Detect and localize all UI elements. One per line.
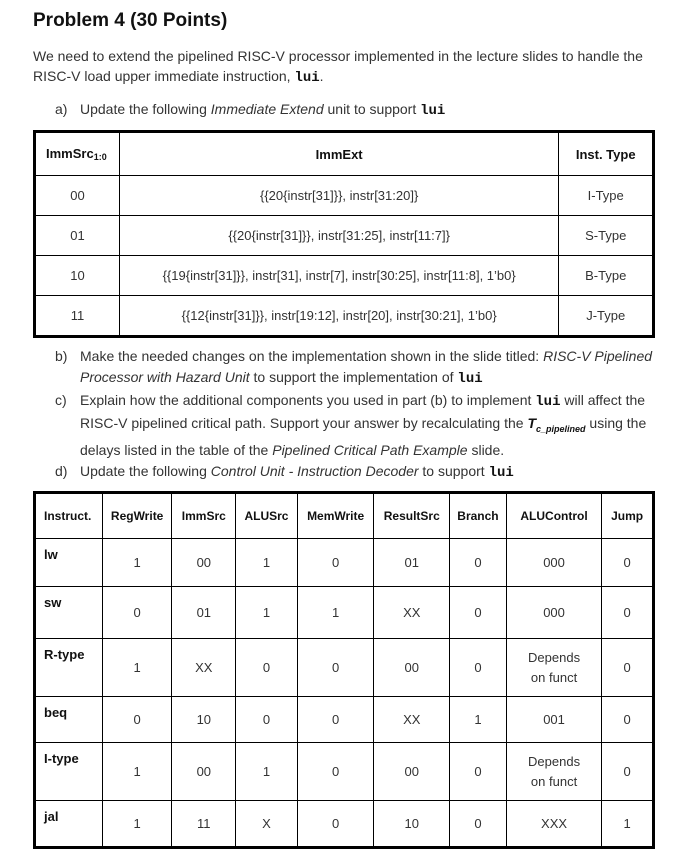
part-b-code: lui xyxy=(457,371,483,387)
cell-immsrc: 00 xyxy=(35,176,120,216)
cell-resultsrc: XX xyxy=(374,587,450,639)
table-row xyxy=(35,539,654,587)
part-a-post: unit to support xyxy=(323,101,421,117)
alucontrol-line1: Depends xyxy=(528,753,581,769)
intro-paragraph xyxy=(33,46,663,88)
header-immsrc-sub: 1:0 xyxy=(93,152,107,162)
cell-alusrc: 1 xyxy=(236,743,298,801)
cell-branch: 0 xyxy=(450,743,507,801)
cell-alucontrol: 000 xyxy=(506,587,601,639)
cell-memwrite: 0 xyxy=(297,639,374,697)
cell-jump: 1 xyxy=(602,801,654,848)
table-row xyxy=(35,216,654,256)
cell-regwrite: 1 xyxy=(102,743,172,801)
part-c-text: Explain how the additional components you used in part (b) to implement lui will affect the RISC-V pipelined critical path. Support your answer by recalculating the $T_{c\_pipelined}$ using the delays listed in the table of the Pipelined Critical Path Example slide. xyxy=(80,392,647,458)
cell-instruct: jal xyxy=(35,801,103,848)
header-regwrite: RegWrite xyxy=(102,493,172,539)
table-header-row xyxy=(35,132,654,176)
cell-jump: 0 xyxy=(602,639,654,697)
cell-instruct: I-type xyxy=(35,743,103,801)
part-c-emph: Pipelined Critical Path Example xyxy=(272,441,468,458)
cell-instruct: beq xyxy=(35,697,103,743)
part-d-text: Update the following Control Unit - Instruction Decoder to support lui xyxy=(80,462,514,481)
question-list xyxy=(55,346,665,484)
tc-pipelined-symbol: $T_{c\_pipelined}$ xyxy=(527,415,586,434)
header-alucontrol: ALUControl xyxy=(506,493,601,539)
header-instruct: Instruct. xyxy=(35,493,103,539)
cell-memwrite: 0 xyxy=(297,801,374,848)
problem-title: Problem 4 (30 Points) xyxy=(33,10,228,31)
header-immext: ImmExt xyxy=(119,132,559,176)
cell-immext: {{20{instr[31]}}, instr[31:25], instr[11:7]} xyxy=(119,216,559,256)
cell-resultsrc: 10 xyxy=(374,801,450,848)
cell-alucontrol: XXX xyxy=(506,801,601,848)
cell-inst-type: B-Type xyxy=(559,256,654,296)
cell-alucontrol: 000 xyxy=(506,539,601,587)
cell-memwrite: 1 xyxy=(297,587,374,639)
cell-jump: 0 xyxy=(602,587,654,639)
header-inst-type: Inst. Type xyxy=(559,132,654,176)
cell-inst-type: S-Type xyxy=(559,216,654,256)
alucontrol-line2: on funct xyxy=(530,773,578,789)
part-c-code: lui xyxy=(535,394,561,410)
cell-resultsrc: 01 xyxy=(374,539,450,587)
cell-inst-type: I-Type xyxy=(559,176,654,216)
header-immsrc: ImmSrc xyxy=(172,493,236,539)
part-c-label: c) xyxy=(55,392,67,408)
table-header-row xyxy=(35,493,654,539)
alucontrol-line1: Depends xyxy=(528,649,581,665)
cell-memwrite: 0 xyxy=(297,743,374,801)
header-immsrc: ImmSrc$_{1:0}$ xyxy=(35,132,120,176)
immediate-extend-table xyxy=(33,130,655,338)
part-a-code: lui xyxy=(420,103,446,119)
cell-immext: {{20{instr[31]}}, instr[31:20]} xyxy=(119,176,559,216)
header-resultsrc: ResultSrc xyxy=(374,493,450,539)
cell-alusrc: 1 xyxy=(236,587,298,639)
table-row xyxy=(35,256,654,296)
header-branch: Branch xyxy=(450,493,507,539)
cell-instruct: R-type xyxy=(35,639,103,697)
cell-instruct: lw xyxy=(35,539,103,587)
table-row xyxy=(35,801,654,848)
cell-branch: 0 xyxy=(450,801,507,848)
part-a xyxy=(55,99,445,121)
intro-code: lui xyxy=(294,70,320,86)
cell-alusrc: 0 xyxy=(236,697,298,743)
cell-immsrc: XX xyxy=(172,639,236,697)
cell-branch: 0 xyxy=(450,639,507,697)
part-d xyxy=(55,461,665,484)
cell-regwrite: 1 xyxy=(102,801,172,848)
cell-immsrc: 00 xyxy=(172,539,236,587)
part-b-emph: RISC-V Pipelined Processor with Hazard Unit xyxy=(80,348,653,385)
part-d-code: lui xyxy=(488,464,514,481)
alucontrol-line2: on funct xyxy=(530,669,578,685)
part-c xyxy=(55,390,665,461)
cell-immext: {{12{instr[31]}}, instr[19:12], instr[20], instr[30:21], 1’b0} xyxy=(119,296,559,337)
cell-inst-type: J-Type xyxy=(559,296,654,337)
intro-text: We need to extend the pipelined RISC-V processor implemented in the lecture slides to handle the RISC-V load upper immediate instruction, xyxy=(33,48,643,84)
cell-regwrite: 1 xyxy=(102,639,172,697)
control-unit-table xyxy=(33,491,655,849)
part-a-label: a) xyxy=(55,101,68,117)
cell-immsrc: 01 xyxy=(35,216,120,256)
part-d-emph: Control Unit - Instruction Decoder xyxy=(210,462,419,479)
intro-end: . xyxy=(319,68,324,84)
table-row xyxy=(35,176,654,216)
cell-alucontrol xyxy=(506,639,601,697)
table-row xyxy=(35,697,654,743)
header-alusrc: ALUSrc xyxy=(236,493,298,539)
cell-alucontrol: 001 xyxy=(506,697,601,743)
cell-instruct: sw xyxy=(35,587,103,639)
table-row xyxy=(35,639,654,697)
cell-regwrite: 0 xyxy=(102,587,172,639)
part-a-emph: Immediate Extend xyxy=(210,101,324,117)
cell-memwrite: 0 xyxy=(297,697,374,743)
table-row xyxy=(35,743,654,801)
cell-resultsrc: 00 xyxy=(374,743,450,801)
cell-resultsrc: XX xyxy=(374,697,450,743)
cell-memwrite: 0 xyxy=(297,539,374,587)
part-b-label: b) xyxy=(55,348,68,364)
cell-alusrc: 1 xyxy=(236,539,298,587)
cell-regwrite: 0 xyxy=(102,697,172,743)
cell-immsrc: 11 xyxy=(172,801,236,848)
table-row xyxy=(35,296,654,337)
cell-alucontrol xyxy=(506,743,601,801)
cell-alusrc: X xyxy=(236,801,298,848)
cell-resultsrc: 00 xyxy=(374,639,450,697)
part-b xyxy=(55,346,665,390)
part-a-pre: Update the following xyxy=(80,101,211,117)
cell-immext: {{19{instr[31]}}, instr[31], instr[7], instr[30:25], instr[11:8], 1’b0} xyxy=(119,256,559,296)
cell-immsrc: 00 xyxy=(172,743,236,801)
cell-jump: 0 xyxy=(602,743,654,801)
cell-regwrite: 1 xyxy=(102,539,172,587)
cell-branch: 0 xyxy=(450,587,507,639)
cell-immsrc: 01 xyxy=(172,587,236,639)
cell-branch: 1 xyxy=(450,697,507,743)
header-memwrite: MemWrite xyxy=(297,493,374,539)
cell-branch: 0 xyxy=(450,539,507,587)
cell-immsrc: 10 xyxy=(172,697,236,743)
cell-alusrc: 0 xyxy=(236,639,298,697)
cell-immsrc: 11 xyxy=(35,296,120,337)
part-b-text: Make the needed changes on the implementation shown in the slide titled: RISC-V Pipelined Processor with Hazard Unit to support the implementation of lui xyxy=(80,348,653,387)
part-d-label: d) xyxy=(55,462,68,479)
header-jump: Jump xyxy=(602,493,654,539)
cell-jump: 0 xyxy=(602,697,654,743)
cell-immsrc: 10 xyxy=(35,256,120,296)
table-row xyxy=(35,587,654,639)
cell-jump: 0 xyxy=(602,539,654,587)
